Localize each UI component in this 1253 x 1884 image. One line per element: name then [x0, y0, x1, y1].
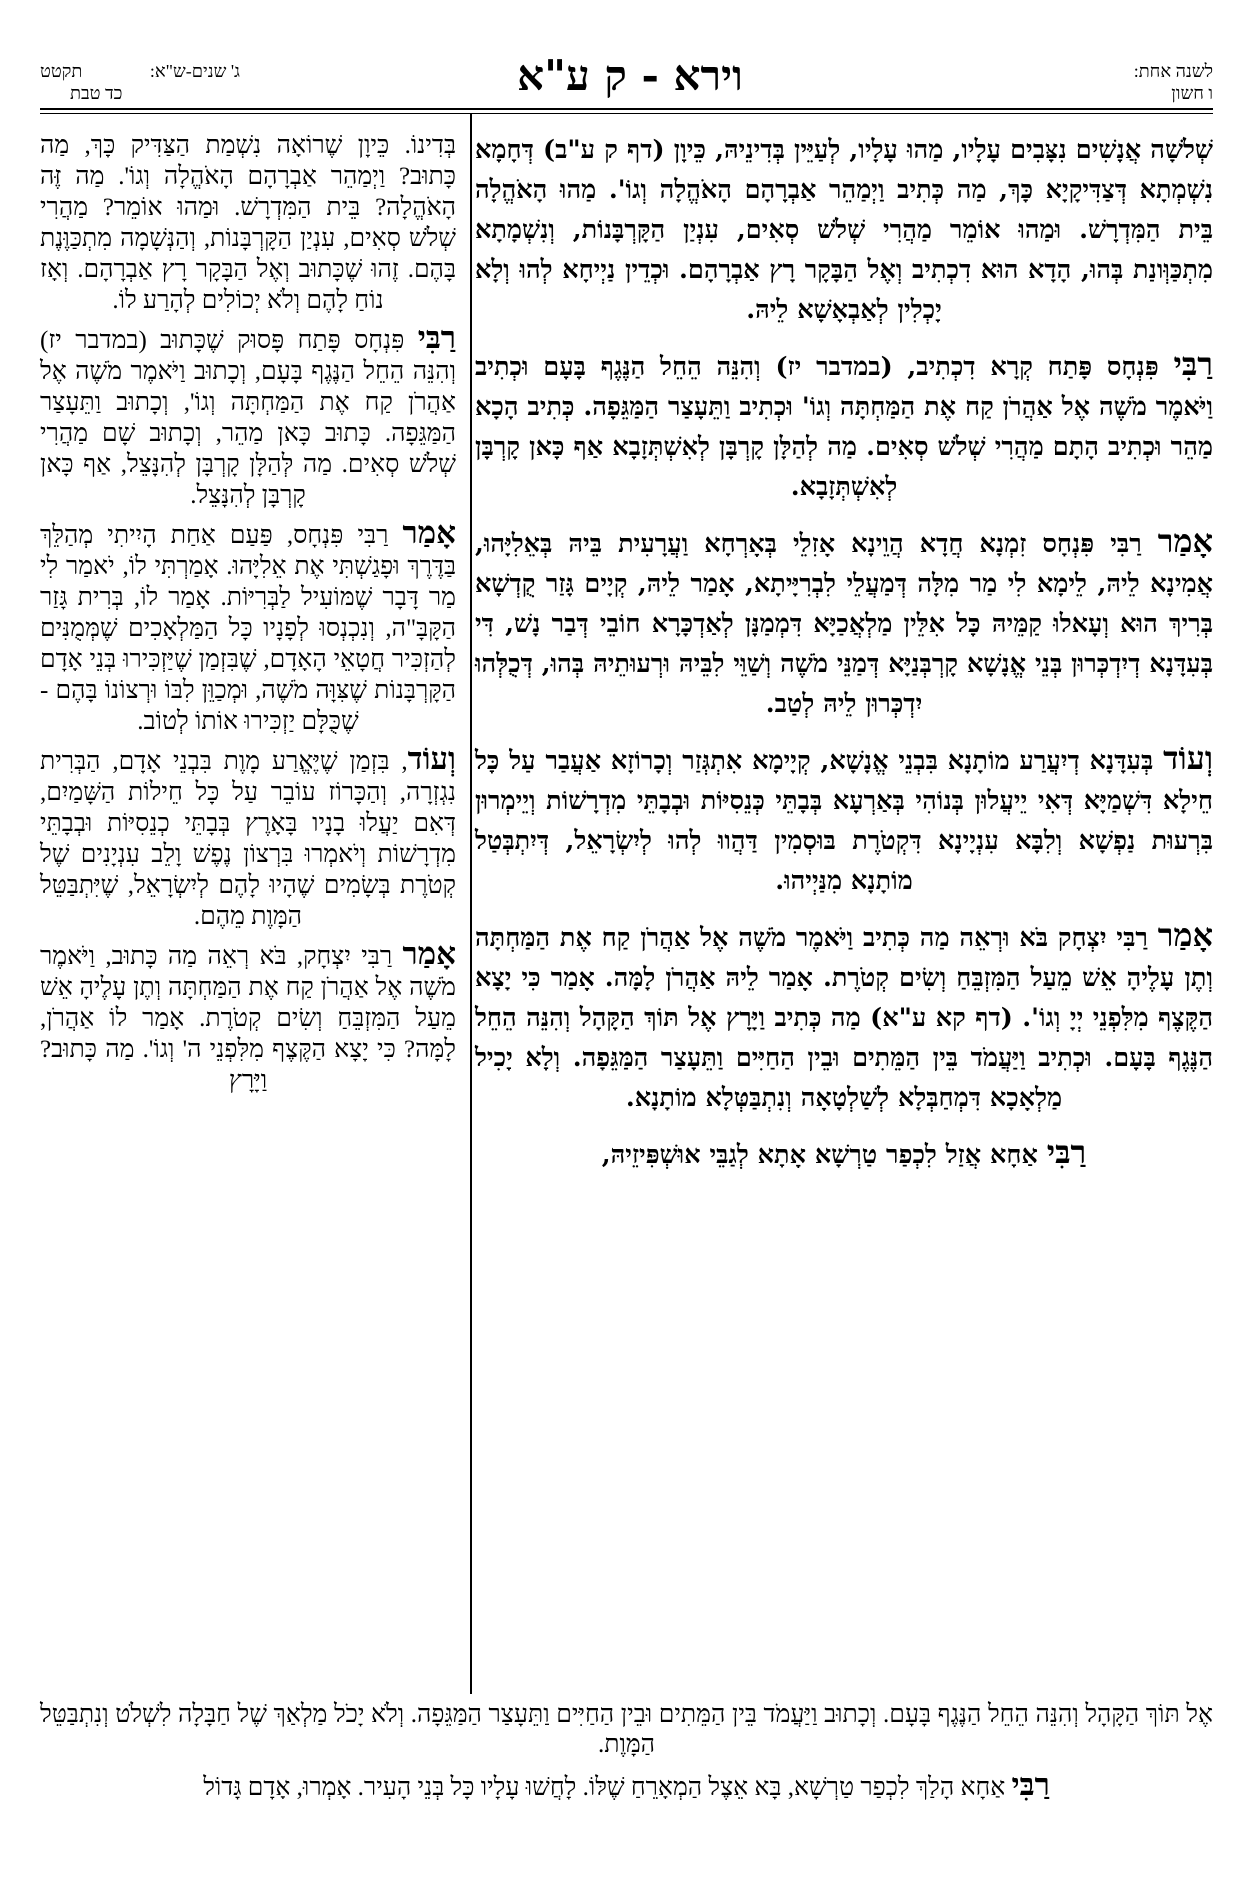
hebrew-paragraph — [40, 130, 456, 316]
paragraph-lead-word: אָמַר — [1157, 522, 1213, 560]
bottom-paragraph — [40, 1700, 1213, 1760]
header-right — [1093, 60, 1213, 104]
hebrew-text: רַבִּי יִצְחָק, בֹּא רְאֵה מַה כָּתוּב, וַיֹּאמֶר מֹשֶׁה אֶל אַהֲרֹן קַח אֶת הַמַּחְתָּה וְתֶן עָלֶיהָ אֵשׁ מֵעַל הַמִּזְבֵּחַ וְשִׂים קְטֹרֶת. אָמַר לוֹ אַהֲרֹן, לָמָּה? כִּי יָצָא הַקֶּצֶף מִלִּפְנֵי ה' וְגוֹ'. מַה כָּתוּב? וַיָּרָץ — [40, 943, 456, 1094]
paragraph-lead-word: אָמַר — [402, 936, 456, 971]
bottom-paragraph — [40, 1767, 1213, 1803]
hebrew-text: , בִּזְמַן שֶׁיֶּאֱרַע מָוֶת בִּבְנֵי אָדָם, הַבְּרִית נִגְזְרָה, וְהַכָּרוֹז עוֹבֵר עַל כָּל חֵילוֹת הַשָּׁמַיִם, דְּאִם יַעֲלוּ בָנָיו בָּאָרֶץ בְּבָתֵּי כְנֵסִיּוֹת וּבְבָתֵּי מִדְרָשׁוֹת וְיֹאמְרוּ בִּרְצוֹן נֶפֶשׁ וָלֵב עִנְיָנִים שֶׁל קְטֹרֶת בְּשָׂמִים שֶׁהָיוּ לָהֶם לְיִשְׂרָאֵל, שֶׁיִּתְבַּטֵּל הַמָּוֶת מֵהֶם. — [40, 748, 456, 930]
aramaic-text: פִּנְחָס פָּתַח קְרָא דִכְתִיב, (במדבר יז) וְהִנֵּה הֵחֵל הַנֶּגֶף בָּעָם וּכְתִיב וַיֹּאמֶר מֹשֶׁה אֶל אַהֲרֹן קַח אֶת הַמַּחְתָּה וְגוֹ' וּכְתִיב וַתֵּעָצַר הַמַּגֵּפָה. כְּתִיב הָכָא מַהֵר וּכְתִיב הָתָם מַהֲרִי שְׁלֹשׁ סְאִים. מַה לְהַלָּן קָרְבָּן לְאִשְׁתְּזָבָא אַף כָּאן קָרְבָּן לְאִשְׁתְּזָבָא. — [475, 352, 1213, 502]
header-left — [40, 60, 240, 104]
hebrew-text: בְּדִינוֹ. כֵּיוָן שֶׁרוֹאָה נִשְׁמַת הַצַּדִּיק כָּךְ, מַה כָּתוּב? וַיְמַהֵר אַבְרָהָם הָאֹהֱלָה וְגוֹ'. מַה זֶּה הָאֹהֱלָה? בֵּית הַמִּדְרָשׁ. וּמַהוּ אוֹמֵר? מַהֲרִי שְׁלֹשׁ סְאִים, עִנְיַן הַקָּרְבָּנוֹת, וְהַנְּשָׁמָה מִתְכַּוֶּנֶת בָּהֶם. זֶהוּ שֶׁכָּתוּב וְאֶל הַבָּקָר רָץ אַבְרָהָם. וְאָז נוֹחַ לָהֶם וְלֹא יְכוֹלִים לְהָרַע לוֹ. — [40, 132, 456, 314]
aramaic-text: שְׁלֹשָׁה אֲנָשִׁים נִצָּבִים עָלָיו, מַהוּ עָלָיו, לְעַיֵּין בְּדִינֵיהּ, כֵּיוָן (דף ק ע"ב) דְּחָמָא נִשְׁמְתָא דְּצַדִּיקָיָא כָּךְ, מַה כְּתִיב וַיְמַהֵר אַבְרָהָם הָאֹהֱלָה וְגוֹ'. מַהוּ הָאֹהֱלָה בֵּית הַמִּדְרָשׁ. וּמַהוּ אוֹמֵר מַהֲרִי שְׁלֹשׁ סְאִים, עִנְיַן הַקָּרְבָּנוֹת, וְנִשְׁמָתָא מִתְכַּוְּונַת בְּהוּ, הָדָא הוּא דִכְתִיב וְאֶל הַבָּקָר רָץ אַבְרָהָם. וּכְדֵין נַיְיחָא לְהוּ וְלָא יָכְלִין לְאַבְאָשָׁא לֵיהּ. — [475, 135, 1213, 325]
paragraph-lead-word: רַבִּי — [1046, 1133, 1087, 1171]
header-subrule — [40, 113, 1213, 114]
hebrew-paragraph — [40, 938, 456, 1096]
hebrew-text: אֶל תּוֹךְ הַקָּהָל וְהִנֵּה הֵחֵל הַנֶּגֶף בָּעָם. וְכָתוּב וַיַּעֲמֹד בֵּין הַמֵּתִים וּבֵין הַחַיִּים וַתֵּעָצַר הַמַּגֵּפָה. וְלֹא יָכֹל מַלְאַךְ שֶׁל חַבָּלָה לִשְׁלֹט וְנִתְבַּטֵּל הַמָּוֶת. — [40, 1701, 1213, 1758]
hebrew-text: אַחָא הָלַךְ לִכְפַר טַרְשָׁא, בָּא אֵצֶל הַמְאָרֵחַ שֶׁלּוֹ. לָחֲשׁוּ עָלָיו כָּל בְּנֵי הָעִיר. אָמְרוּ, אָדָם גָּדוֹל — [203, 1774, 1012, 1801]
paragraph-lead-word: רַבִּי — [1173, 345, 1213, 383]
aramaic-paragraph — [475, 738, 1213, 901]
aramaic-paragraph — [475, 130, 1213, 330]
aramaic-paragraph — [475, 1132, 1213, 1175]
paragraph-lead-word: וְעוֹד — [1163, 739, 1213, 777]
header-three-year-label: ג' שנים-ש"א: — [149, 61, 240, 81]
aramaic-text: רַבִּי יִצְחָק בֹּא וּרְאֵה מַה כְּתִיב וַיֹּאמֶר מֹשֶׁה אֶל אַהֲרֹן קַח אֶת הַמַּחְתָּה וְתֶן עָלֶיהָ אֵשׁ מֵעַל הַמִּזְבֵּחַ וְשִׂים קְטֹרֶת. אָמַר לֵיהּ אַהֲרֹן לָמָּה. אָמַר כִּי יָצָא הַקֶּצֶף מִלִּפְנֵי יְיָ וְגוֹ'. (דף קא ע"א) מַה כְּתִיב וַיָּרָץ אֶל תּוֹךְ הַקָּהָל וְהִנֵּה הֵחֵל הַנֶּגֶף בָּעָם. וּכְתִיב וַיַּעֲמֹד בֵּין הַמֵּתִים וּבֵין הַחַיִּים וַתֵּעָצַר הַמַּגֵּפָה. וְלָא יָכִיל מַלְאָכָא דִּמְחַבְּלָא לְשַׁלְטָאָה וְנִתְבַּטְּלָא מוֹתָנָא. — [475, 923, 1213, 1113]
hebrew-column — [40, 130, 456, 1102]
aramaic-paragraph — [475, 915, 1213, 1118]
paragraph-lead-word: רַבִּי — [1011, 1767, 1050, 1802]
header-page-number: תקטט — [40, 61, 83, 81]
aramaic-text: בְּעִדָּנָא דְיִעֲרַע מוֹתָנָא בִּבְנֵי אֱנָשָׁא, קְיָימָא אִתְגְּזַר וְכָרוֹזָא אַעֲבַר עַל כָּל חֵילָא דִּשְׁמַיָּא דְּאִי יֵיעֲלוּן בְּנוֹהִי בְּאַרְעָא בְּבָתֵּי כְּנֵסִיּוֹת וּבְבָתֵּי מִדְרָשׁוֹת וְיֵימְרוּן בִּרְעוּת נַפְשָׁא וְלִבָּא עִנְיָינָא דִּקְטֹרֶת בּוּסְמִין דַּהֲווּ לְהוּ לְיִשְׂרָאֵל, דְּיִתְבְּטַל מוֹתָנָא מִנַּיְיהוּ. — [475, 746, 1213, 896]
header-rule — [40, 108, 1213, 110]
paragraph-lead-word: אָמַר — [402, 515, 456, 550]
header-three-year-date: כד טבת — [70, 83, 123, 103]
hebrew-paragraph — [40, 743, 456, 932]
page-title: וירא - ק ע"א — [517, 51, 743, 100]
hebrew-paragraph — [40, 322, 456, 511]
aramaic-text: אַחָא אֲזַל לִכְפַר טַרְשָׁא אָתָא לְגַבֵּי אוּשְׁפִּיזֵיהּ, — [601, 1140, 1047, 1170]
paragraph-lead-word: וְעוֹד — [407, 741, 456, 776]
bottom-full-width-text — [40, 1700, 1213, 1813]
header-one-year-date: ו חשון — [1171, 83, 1213, 103]
header-one-year-label: לשנה אחת: — [1133, 61, 1213, 81]
aramaic-column — [475, 130, 1213, 1189]
paragraph-lead-word: אָמַר — [1157, 916, 1213, 954]
hebrew-text: פִּנְחָס פָּתַח פָּסוּק שֶׁכָּתוּב (במדבר יז) וְהִנֵּה הֵחֵל הַנֶּגֶף בָּעָם, וְכָתוּב וַיֹּאמֶר מֹשֶׁה אֶל אַהֲרֹן קַח אֶת הַמַּחְתָּה וְגוֹ', וְכָתוּב וַתֵּעָצַר הַמַּגֵּפָה. כָּתוּב כָּאן מַהֵר, וְכָתוּב שָׁם מַהֲרִי שְׁלֹשׁ סְאִים. מַה לְּהַלָּן קָרְבָּן לְהִנָּצֵל, אַף כָּאן קָרְבָּן לְהִנָּצֵל. — [40, 327, 456, 509]
column-divider — [470, 114, 472, 1694]
aramaic-paragraph — [475, 521, 1213, 724]
aramaic-paragraph — [475, 344, 1213, 507]
aramaic-text: רַבִּי פִּנְחָס זִמְנָא חֲדָא הֲוֵינָא אָזִלֵי בְּאָרְחָא וַעֲרָעִית בֵּיהּ בְּאֵלִיָּהוּ, אֲמִינָא לֵיהּ, לֵימָא לִי מַר מִלָּה דְּמַעֲלֵי לִבְרִיָּיתָא, אָמַר לֵיהּ, קְיָים גָּזַר קֻדְשָׁא בְּרִיךְ הוּא וְעָאלוּ קַמֵּיהּ כָּל אִלֵּין מַלְאֲכַיָּא דִּמְמַנָּן לְאַדְכָּרָא חוֹבֵי דְּבַר נָשׁ, דִּי בְּעִדָּנָא דְיִדְכְּרוּן בְּנֵי אֱנָשָׁא קָרְבְּנַיָּא דְּמַנֵּי מֹשֶׁה וְשַׁוֵּי לִבֵּיהּ וּרְעוּתֵיהּ בְּהוּ, דְּכֻלְּהוּ יִדְכְּרוּן לֵיהּ לְטַב. — [475, 529, 1213, 719]
hebrew-paragraph — [40, 517, 456, 737]
hebrew-text: רַבִּי פִּנְחָס, פַּעַם אַחַת הָיִיתִי מְהַלֵּךְ בַּדֶּרֶךְ וּפָגַשְׁתִּי אֶת אֵלִיָּהוּ. אָמַרְתִּי לוֹ, יֹאמַר לִי מַר דָּבָר שֶׁמּוֹעִיל לַבְּרִיּוֹת. אָמַר לוֹ, בְּרִית גָּזַר הַקָּבָּ"ה, וְנִכְנְסוּ לְפָנָיו כָּל הַמַּלְאָכִים שֶׁמְּמֻנִּים לְהַזְכִּיר חֲטָאֵי הָאָדָם, שֶׁבִּזְמַן שֶׁיַּזְכִּירוּ בְּנֵי אָדָם הַקָּרְבָּנוֹת שֶׁצִּוָּה מֹשֶׁה, וּמְכַוֵּן לִבּוֹ וּרְצוֹנוֹ בָּהֶם - שֶׁכֻּלָּם יַזְכִּירוּ אוֹתוֹ לְטוֹב. — [40, 522, 456, 735]
paragraph-lead-word: רַבִּי — [417, 320, 456, 355]
